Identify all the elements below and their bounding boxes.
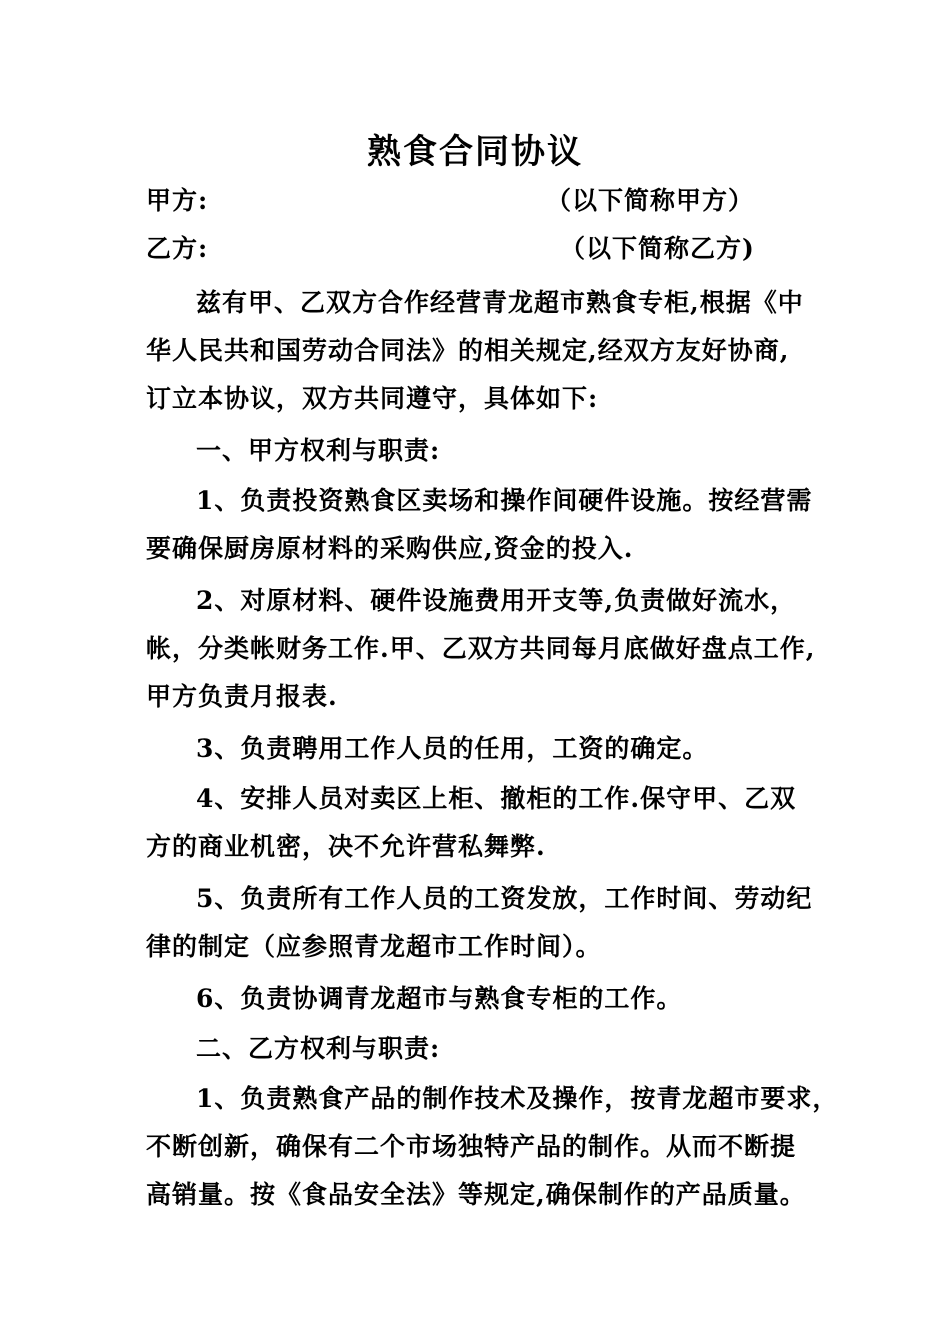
section2-item1-line2: 不断创新，确保有二个市场独特产品的制作。从而不断提	[146, 1132, 797, 1161]
section2-item1-line1: 1、负责熟食产品的制作技术及操作，按青龙超市要求，	[196, 1084, 839, 1113]
party-b-label: 乙方:	[146, 234, 209, 263]
section1-item3-line1: 3、负责聘用工作人员的任用，工资的确定。	[196, 734, 709, 763]
intro-line-2: 华人民共和国劳动合同法》的相关规定,经双方友好协商,	[146, 336, 790, 365]
intro-line-3: 订立本协议，双方共同遵守，具体如下:	[146, 384, 599, 413]
section1-heading: 一、甲方权利与职责:	[196, 436, 441, 465]
section1-item5-line2: 律的制定（应参照青龙超市工作时间）。	[146, 932, 602, 961]
party-a-note: （以下简称甲方）	[546, 186, 755, 215]
section1-item5-line1: 5、负责所有工作人员的工资发放，工作时间、劳动纪	[196, 884, 813, 913]
section1-item6-line1: 6、负责协调青龙超市与熟食专柜的工作。	[196, 984, 683, 1013]
section2-item1-line3: 高销量。按《食品安全法》等规定,确保制作的产品质量。	[146, 1180, 806, 1209]
section2-heading: 二、乙方权利与职责:	[196, 1034, 441, 1063]
section1-item4-line2: 方的商业机密，决不允许营私舞弊.	[146, 832, 546, 861]
party-b-note: （以下简称乙方)	[560, 234, 755, 263]
section1-item2-line2: 帐，分类帐财务工作.甲、乙双方共同每月底做好盘点工作,	[146, 634, 816, 663]
intro-line-1: 兹有甲、乙双方合作经营青龙超市熟食专柜,根据《中	[196, 288, 804, 317]
section1-item2-line3: 甲方负责月报表.	[146, 682, 338, 711]
section1-item4-line1: 4、安排人员对卖区上柜、撤柜的工作.保守甲、乙双	[196, 784, 797, 813]
section1-item2-line1: 2、对原材料、硬件设施费用开支等,负责做好流水，	[196, 586, 797, 615]
section1-item1-line1: 1、负责投资熟食区卖场和操作间硬件设施。按经营需	[196, 486, 813, 515]
document-title: 熟食合同协议	[367, 132, 583, 172]
party-a-label: 甲方:	[146, 186, 209, 215]
section1-item1-line2: 要确保厨房原材料的采购供应,资金的投入.	[146, 534, 634, 563]
